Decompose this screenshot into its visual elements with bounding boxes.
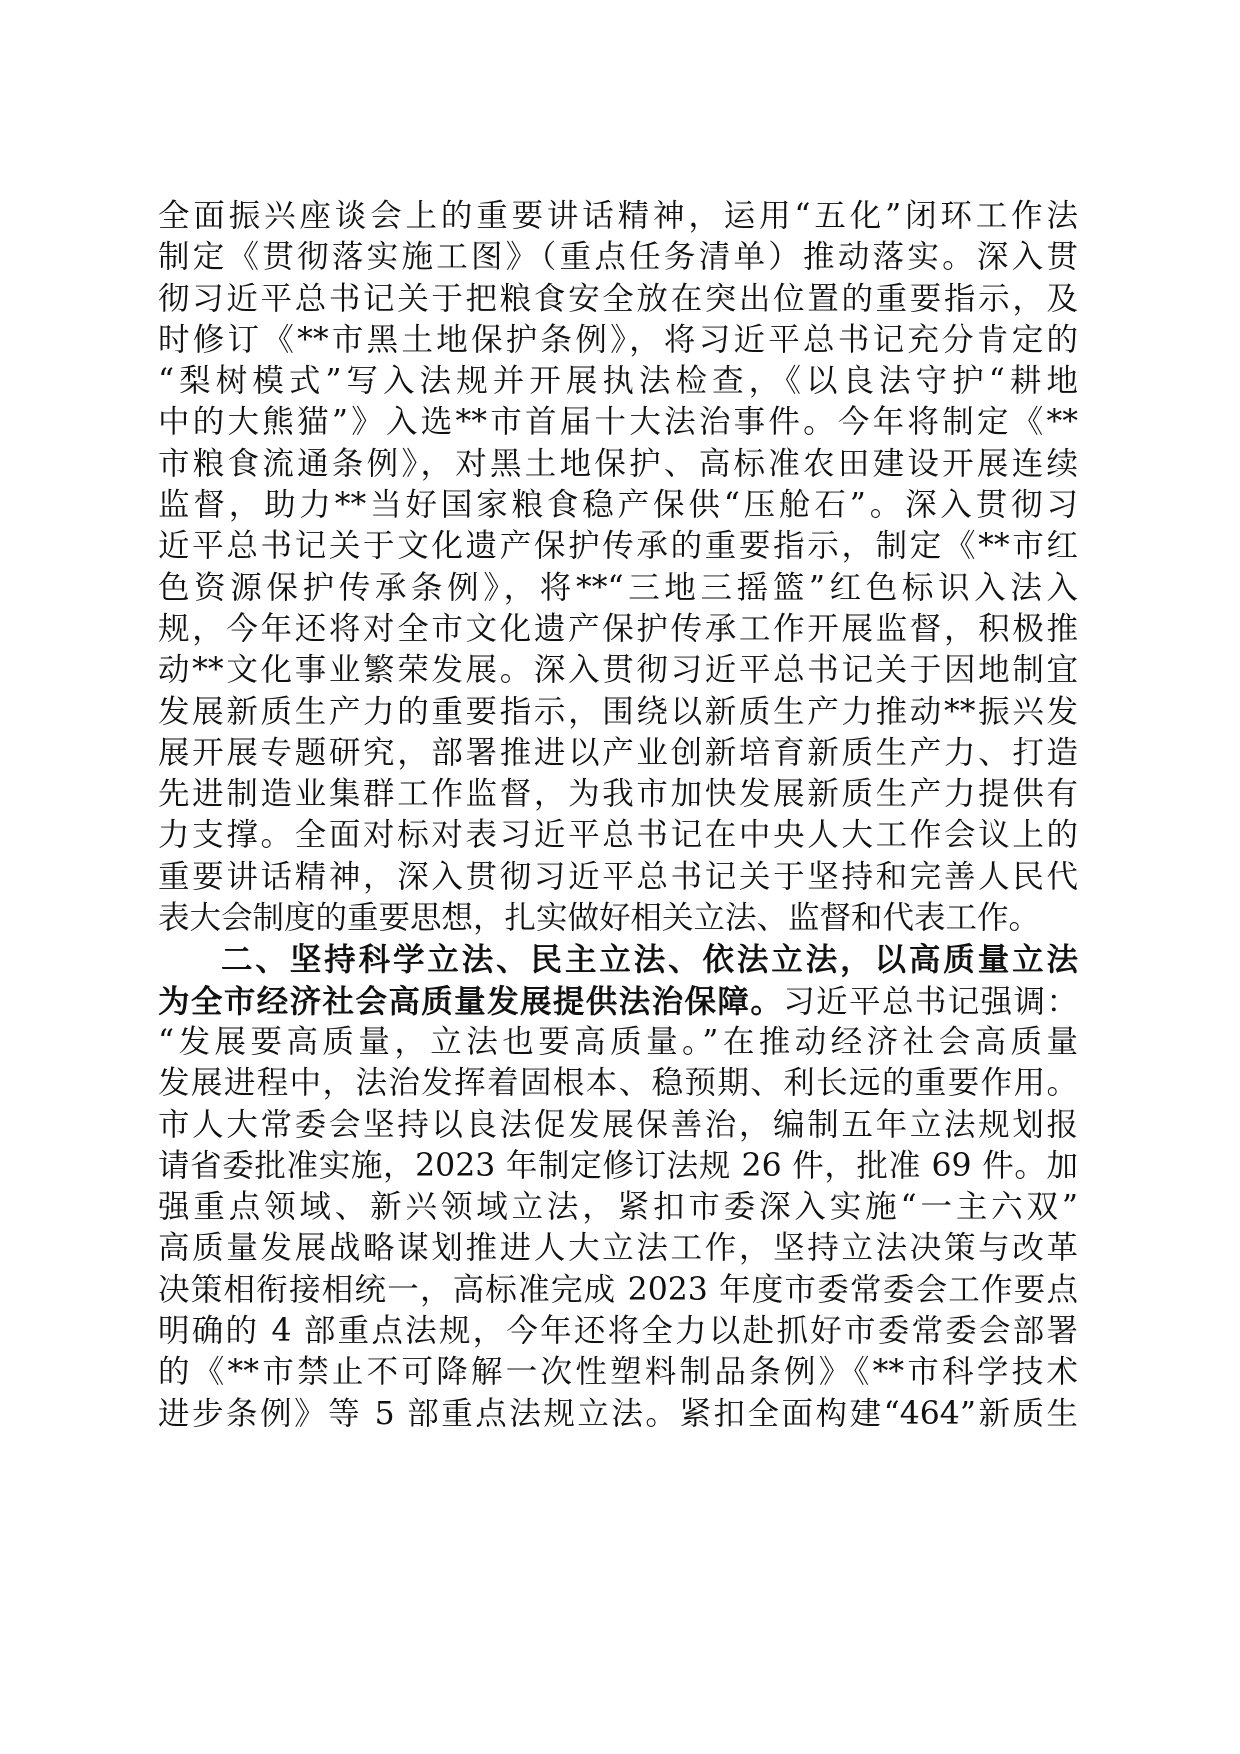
text-line: 市粮食流通条例》，对黑土地保护、高标准农田建设开展连续 xyxy=(158,445,1078,482)
text-line: 的《**市禁止不可降解一次性塑料制品条例》《**市科学技术 xyxy=(158,1354,1078,1391)
text-line: 展开展专题研究，部署推进以产业创新培育新质生产力、打造 xyxy=(158,734,1078,771)
text-line: 力支撑。全面对标对表习近平总书记在中央人大工作会议上的 xyxy=(158,817,1078,854)
text-line: 规，今年还将对全市文化遗产保护传承工作开展监督，积极推 xyxy=(158,610,1078,647)
text-line: 高质量发展战略谋划推进人大立法工作，坚持立法决策与改革 xyxy=(158,1230,1078,1267)
document-body xyxy=(158,196,1078,1435)
section-heading: 二、坚持科学立法、民主立法、依法立法，以高质量立法 xyxy=(221,941,1078,979)
text-line: 表大会制度的重要思想，扎实做好相关立法、监督和代表工作。 xyxy=(158,900,1041,937)
text-line: 中的大熊猫”》入选**市首届十大法治事件。今年将制定《** xyxy=(158,404,1078,441)
text-run: 习近平总书记强调： xyxy=(783,983,1078,1020)
text-line: 决策相衔接相统一，高标准完成 2023 年度市委常委会工作要点 xyxy=(158,1271,1078,1308)
text-line: 全面振兴座谈会上的重要讲话精神，运用“五化”闭环工作法 xyxy=(158,198,1078,234)
paragraph-1 xyxy=(158,196,1078,939)
text-line: “发展要高质量，立法也要高质量。”在推动经济社会高质量 xyxy=(158,1023,1078,1060)
text-line: 时修订《**市黑土地保护条例》，将习近平总书记充分肯定的 xyxy=(158,321,1078,358)
text-line: 市人大常委会坚持以良法促发展保善治，编制五年立法规划报 xyxy=(158,1106,1078,1143)
text-line: 先进制造业集群工作监督，为我市加快发展新质生产力提供有 xyxy=(158,776,1078,813)
section-heading-tail: 为全市经济社会高质量发展提供法治保障。 xyxy=(158,982,784,1020)
text-line: 重要讲话精神，深入贯彻习近平总书记关于坚持和完善人民代 xyxy=(158,858,1078,895)
text-line: 制定《贯彻落实施工图》（重点任务清单）推动落实。深入贯 xyxy=(158,239,1078,276)
text-line: 动**文化事业繁荣发展。深入贯彻习近平总书记关于因地制宜 xyxy=(158,652,1078,689)
text-line: 发展进程中，法治发挥着固根本、稳预期、利长远的重要作用。 xyxy=(158,1065,1078,1102)
text-line: 进步条例》等 5 部重点法规立法。紧扣全面构建“464”新质生 xyxy=(158,1395,1078,1432)
text-line: 发展新质生产力的重要指示，围绕以新质生产力推动**振兴发 xyxy=(158,693,1078,730)
text-line: 色资源保护传承条例》，将**“三地三摇篮”红色标识入法入 xyxy=(158,569,1078,606)
text-line: “梨树模式”写入法规并开展执法检查，《以良法守护“耕地 xyxy=(158,363,1078,400)
text-line: 监督，助力**当好国家粮食稳产保供“压舱石”。深入贯彻习 xyxy=(158,487,1078,524)
text-line: 明确的 4 部重点法规，今年还将全力以赴抓好市委常委会部署 xyxy=(158,1313,1078,1350)
text-line: 强重点领域、新兴领域立法，紧扣市委深入实施“一主六双” xyxy=(158,1189,1078,1226)
section-heading-continued xyxy=(158,981,1078,1022)
text-line: 彻习近平总书记关于把粮食安全放在突出位置的重要指示，及 xyxy=(158,280,1078,317)
paragraph-2 xyxy=(158,939,1078,1435)
text-line: 近平总书记关于文化遗产保护传承的重要指示，制定《**市红 xyxy=(158,528,1078,565)
text-line: 请省委批准实施，2023 年制定修订法规 26 件，批准 69 件。加 xyxy=(158,1147,1078,1184)
